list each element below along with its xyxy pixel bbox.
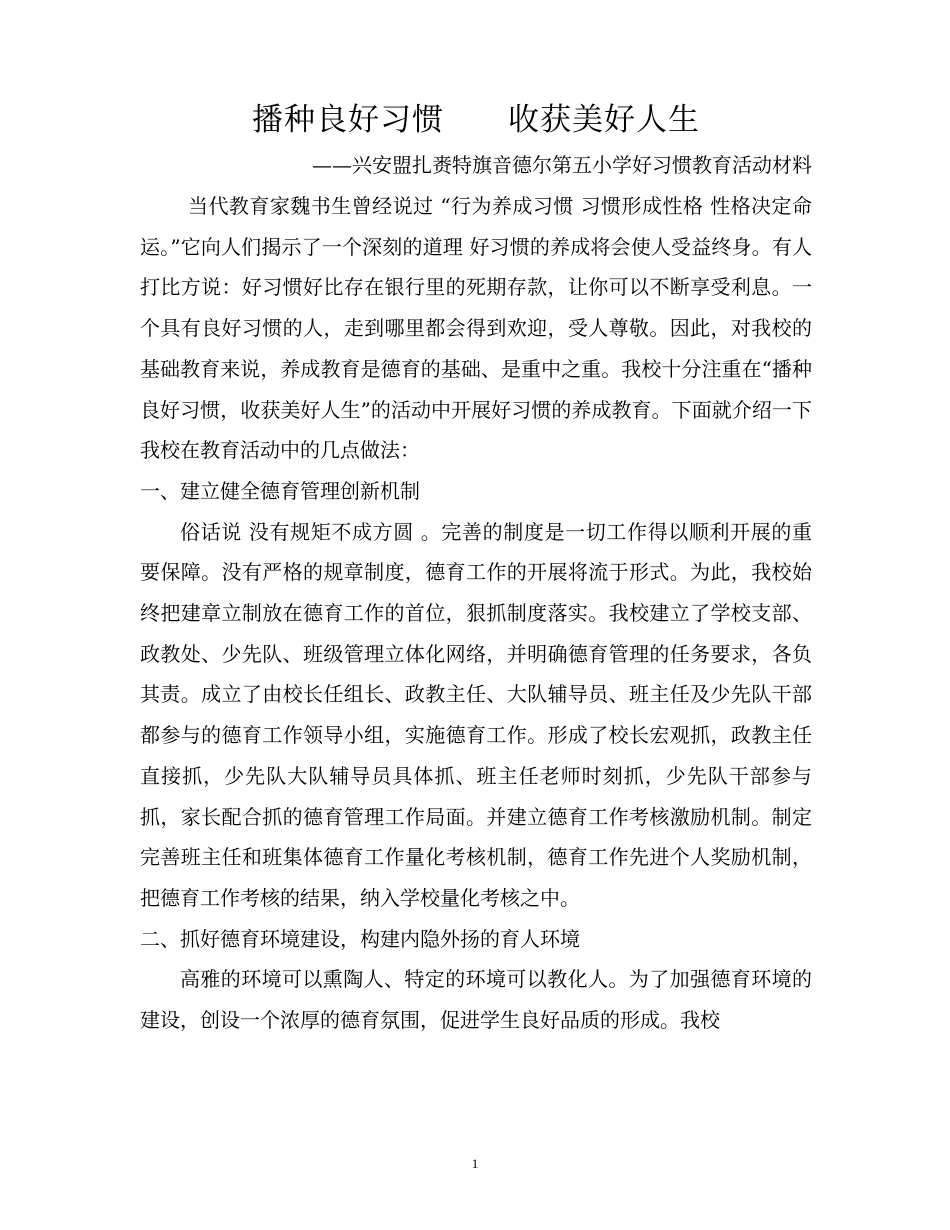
- page-number: 1: [471, 1156, 479, 1171]
- section-2-heading: 二、抓好德育环境建设，构建内隐外扬的育人环境: [140, 926, 580, 951]
- intro-paragraph: 当代教育家魏书生曾经说过 “行为养成习惯 习惯形成性格 性格决定命运。”它向人们揭示了一个深刻的道理 好习惯的养成将会使人受益终身。有人打比方说：好习惯好比存在银行里的死期存款，让你可以不断享受利息。一个具有良好习惯的人，走到哪里都会得到欢迎，受人尊敬。因此，对我校的基础教育来说，养成教育是德育的基础、是重中之重。我校十分注重在“播种良好习惯，收获美好人生”的活动中开展好习惯的养成教育。下面就介绍一下我校在教育活动中的几点做法：: [140, 194, 812, 463]
- document-body: [140, 186, 812, 1041]
- section-1-paragraph: 俗话说 没有规矩不成方圆 。完善的制度是一切工作得以顺利开展的重要保障。没有严格的规章制度，德育工作的开展将流于形式。为此，我校始终把建章立制放在德育工作的首位，狠抓制度落实。我校建立了学校支部、政教处、少先队、班级管理立体化网络，并明确德育管理的任务要求，各负其责。成立了由校长任组长、政教主任、大队辅导员、班主任及少先队干部都参与的德育工作领导小组，实施德育工作。形成了校长宏观抓，政教主任直接抓，少先队大队辅导员具体抓、班主任老师时刻抓，少先队干部参与抓，家长配合抓的德育管理工作局面。并建立德育工作考核激励机制。制定完善班主任和班集体德育工作量化考核机制，德育工作先进个人奖励机制，把德育工作考核的结果，纳入学校量化考核之中。: [140, 519, 812, 910]
- document-subtitle: ——兴安盟扎赉特旗音德尔第五小学好习惯教育活动材料: [312, 153, 812, 177]
- section-2-paragraph: 高雅的环境可以熏陶人、特定的环境可以教化人。为了加强德育环境的建设，创设一个浓厚的德育氛围，促进学生良好品质的形成。我校: [140, 967, 812, 1033]
- section-1-heading: 一、建立健全德育管理创新机制: [140, 478, 420, 503]
- document-title: 播种良好习惯 收获美好人生: [252, 102, 700, 138]
